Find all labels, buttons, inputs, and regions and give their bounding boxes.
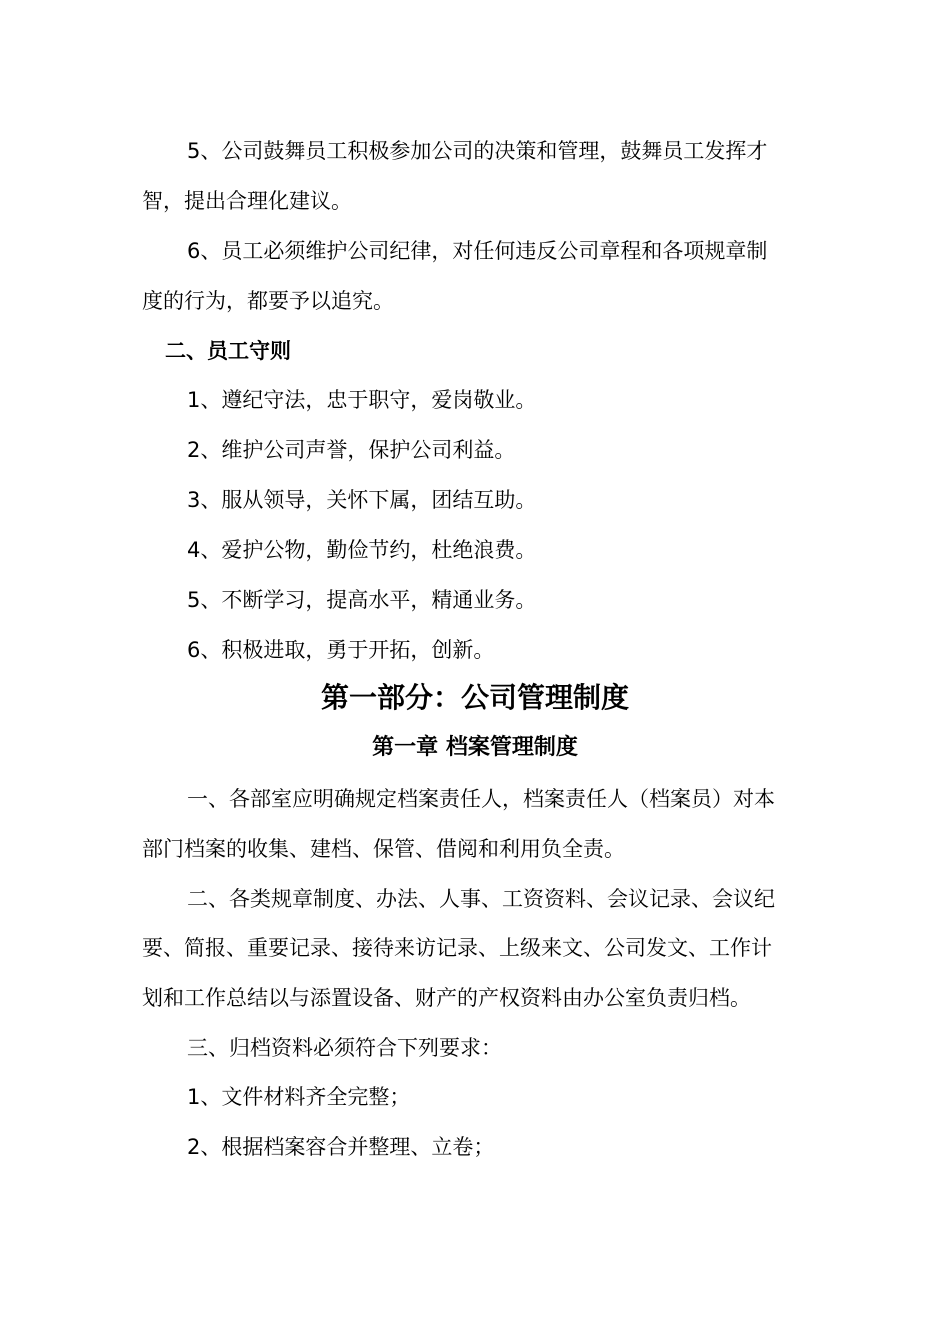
list-item: 4、爱护公物，勤俭节约，杜绝浪费。	[187, 538, 537, 562]
section-heading: 二、员工守则	[165, 339, 291, 363]
paragraph-line: 三、归档资料必须符合下列要求：	[187, 1036, 502, 1060]
paragraph-line: 度的行为，都要予以追究。	[142, 289, 394, 313]
chapter-title: 第一章 档案管理制度	[372, 735, 578, 760]
paragraph-line: 划和工作总结以与添置设备、财产的产权资料由办公室负责归档。	[142, 986, 751, 1010]
list-item: 1、遵纪守法，忠于职守，爱岗敬业。	[187, 388, 537, 412]
paragraph-line: 一、各部室应明确规定档案责任人，档案责任人（档案员）对本	[187, 787, 775, 811]
paragraph-line: 智，提出合理化建议。	[142, 189, 352, 213]
list-item: 5、不断学习，提高水平，精通业务。	[187, 588, 537, 612]
list-item: 1、文件材料齐全完整；	[187, 1085, 411, 1109]
list-item: 6、积极进取，勇于开拓，创新。	[187, 638, 495, 662]
list-item: 2、根据档案容合并整理、立卷；	[187, 1135, 495, 1159]
paragraph-line: 5、公司鼓舞员工积极参加公司的决策和管理，鼓舞员工发挥才	[187, 139, 768, 163]
paragraph-line: 要、简报、重要记录、接待来访记录、上级来文、公司发文、工作计	[142, 936, 772, 960]
paragraph-line: 二、各类规章制度、办法、人事、工资资料、会议记录、会议纪	[187, 887, 775, 911]
list-item: 2、维护公司声誉，保护公司利益。	[187, 438, 516, 462]
part-title: 第一部分：公司管理制度	[320, 681, 629, 714]
list-item: 3、服从领导，关怀下属，团结互助。	[187, 488, 537, 512]
paragraph-line: 6、员工必须维护公司纪律，对任何违反公司章程和各项规章制	[187, 239, 768, 263]
paragraph-line: 部门档案的收集、建档、保管、借阅和利用负全责。	[142, 837, 625, 861]
